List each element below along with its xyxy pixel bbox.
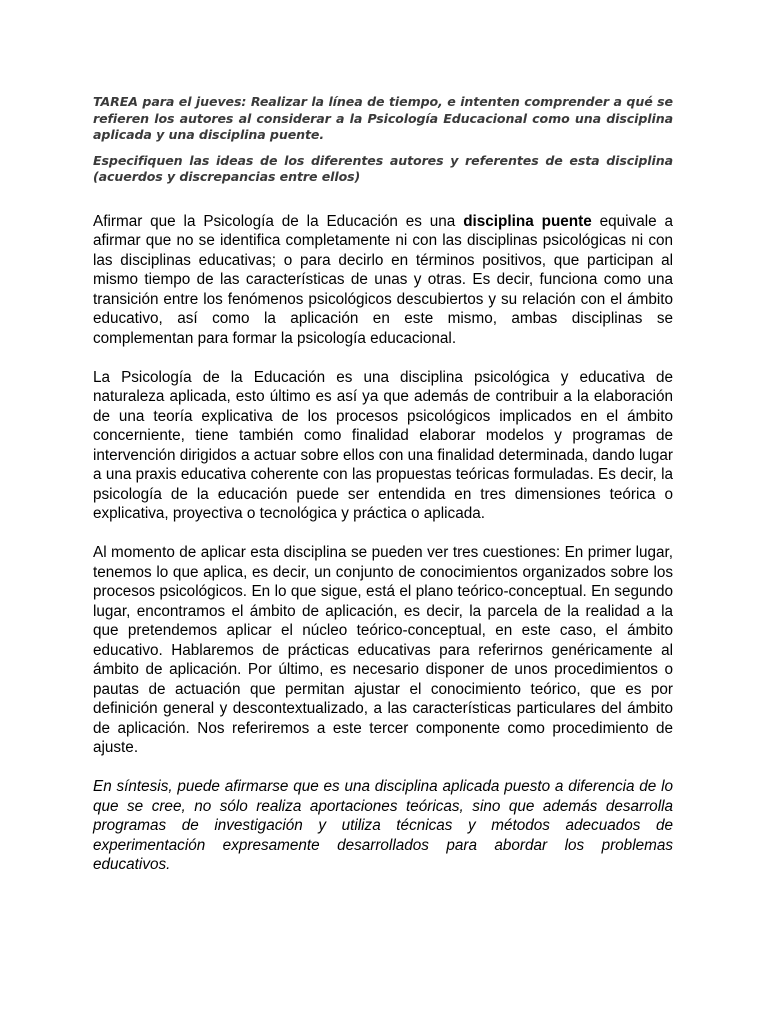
paragraph-1-rest: equivale a afirmar que no se identifica completamente ni con las disciplinas psicológicas ni con las disciplinas educativas; o para decirlo en términos positivos, que participan al mismo tiempo de las características de unas y otras. Es decir, funciona como una transición entre los fenómenos psicológicos descubiertos y su relación con el ámbito educativo, así como la aplicación en este mismo, ambas disciplinas se complementan para formar la psicología educacional. xyxy=(93,212,674,347)
paragraph-1-intro: Afirmar que la Psicología de la Educación es una xyxy=(93,212,464,230)
task-specification: Especifiquen las ideas de los diferentes autores y referentes de esta disciplina (acuerdos y discrepancias entre ellos) xyxy=(93,152,673,185)
document-page xyxy=(93,94,673,875)
paragraph-1 xyxy=(93,212,673,349)
paragraph-3: Al momento de aplicar esta disciplina se pueden ver tres cuestiones: En primer lugar, tenemos lo que aplica, es decir, un conjunto de conocimientos organizados sobre los procesos psicológicos. En lo que sigue, está el plano teórico-conceptual. En segundo lugar, encontramos el ámbito de aplicación, es decir, la parcela de la realidad a la que pretendemos aplicar el núcleo teórico-conceptual, en este caso, el ámbito educativo. Hablaremos de prácticas educativas para referirnos genéricamente al ámbito de aplicación. Por último, es necesario disponer de unos procedimientos o pautas de actuación que permitan ajustar el conocimiento teórico, que es por definición general y descontextualizado, a las características particulares del ámbito de aplicación. Nos referiremos a este tercer componente como procedimiento de ajuste. xyxy=(93,544,673,757)
paragraph-1-highlight: disciplina puente xyxy=(463,212,592,230)
paragraph-4-summary: En síntesis, puede afirmarse que es una disciplina aplicada puesto a diferencia de lo que se cree, no sólo realiza aportaciones teóricas, sino que además desarrolla programas de investigación y utiliza técnicas y métodos adecuados de experimentación expresamente desarrollados para abordar los problemas educativos. xyxy=(93,778,673,874)
task-instruction: TAREA para el jueves: Realizar la línea de tiempo, e intenten comprender a qué se refieren los autores al considerar a la Psicología Educacional como una disciplina aplicada y una disciplina puente. xyxy=(93,94,673,143)
paragraph-2: La Psicología de la Educación es una disciplina psicológica y educativa de naturaleza aplicada, esto último es así ya que además de contribuir a la elaboración de una teoría explicativa de los procesos psicológicos implicados en el ámbito concerniente, tiene también como finalidad elaborar modelos y programas de intervención dirigidos a actuar sobre ellos con una finalidad determinada, dando lugar a una praxis educativa coherente con las propuestas teóricas formuladas. Es decir, la psicología de la educación puede ser entendida en tres dimensiones teórica o explicativa, proyectiva o tecnológica y práctica o aplicada. xyxy=(93,368,673,523)
